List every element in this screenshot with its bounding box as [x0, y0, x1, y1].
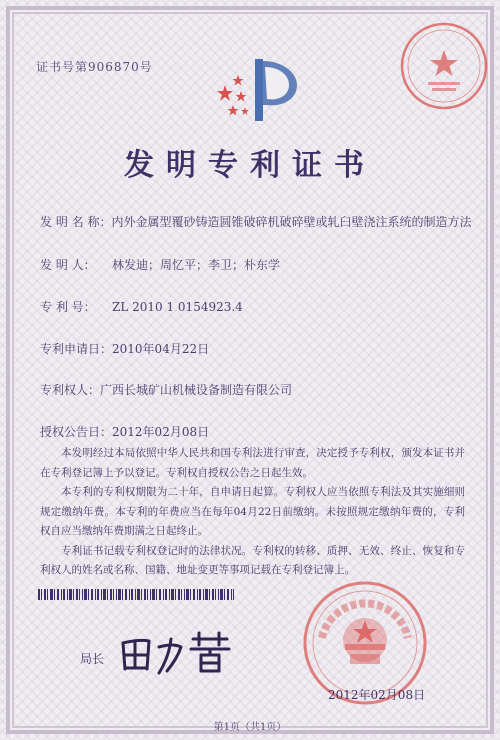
director-label: 局长: [80, 652, 105, 666]
field-value: 林发迪；周忆平；李卫；朴东学: [112, 258, 281, 272]
field-value: 广西长城矿山机械设备制造有限公司: [100, 383, 293, 397]
field-inventors: [40, 256, 280, 273]
patent-office-logo: [205, 55, 305, 125]
official-seal-top: [398, 20, 490, 112]
certificate-body: [40, 444, 465, 581]
barcode: [38, 589, 234, 600]
field-value: 2010年04月22日: [112, 342, 210, 356]
field-label: 发 明 名 称：: [40, 215, 112, 229]
field-grant-date: [40, 423, 209, 440]
director-signature: [115, 625, 240, 680]
field-label: 专利权人：: [40, 383, 101, 397]
field-label: 授权公告日：: [40, 425, 113, 439]
field-value: 内外金属型覆砂铸造圆锥破碎机破碎壁或轧臼壁浇注系统的制造方法: [111, 215, 472, 229]
field-label: 专 利 号：: [40, 300, 96, 314]
body-paragraph: 专利证书记载专利权登记时的法律状况。专利权的转移、质押、无效、终止、恢复和专利权人的姓名或名称、国籍、地址变更等事项记载在专利登记簿上。: [40, 544, 465, 576]
certificate-number: 证书号第906870号: [36, 60, 153, 74]
field-patentee: [40, 381, 292, 398]
page-number: 第1页（共1页）: [213, 722, 287, 733]
field-value: ZL 2010 1 0154923.4: [112, 300, 243, 314]
seal-date: 2012年02月08日: [328, 688, 426, 702]
field-label: 专利申请日：: [40, 342, 113, 356]
field-label: 发 明 人：: [40, 258, 96, 272]
field-value: 2012年02月08日: [112, 425, 210, 439]
body-paragraph: 本专利的专利权期限为二十年，自申请日起算。专利权人应当依照专利法及其实施细则规定缴纳年费。本专利的年费应当在每年04月22日前缴纳。未按照规定缴纳年费的，专利权自应当缴纳年费期满之日起终止。: [40, 486, 465, 537]
page-title: 发明专利证书: [124, 148, 376, 183]
field-invention-title: [40, 213, 471, 230]
body-paragraph: 本发明经过本局依照中华人民共和国专利法进行审查，决定授予专利权，颁发本证书并在专利登记簿上予以登记。专利权自授权公告之日起生效。: [40, 447, 465, 479]
field-application-date: [40, 340, 209, 357]
field-patent-number: [40, 298, 243, 315]
